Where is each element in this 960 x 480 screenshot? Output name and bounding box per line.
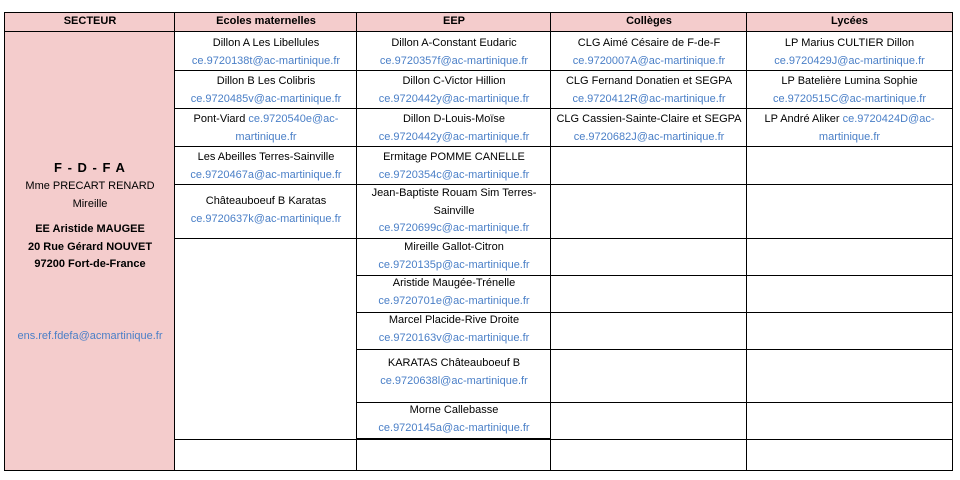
row-divider	[175, 439, 356, 440]
maternelle-email-link[interactable]: ce.9720485v@ac-martinique.fr	[190, 92, 342, 105]
college-name: CLG Fernand Donatien et SEGPA	[565, 75, 733, 87]
maternelle-name: Châteauboeuf B Karatas	[205, 195, 327, 207]
eep-name: Dillon D-Louis-Moïse	[402, 113, 506, 125]
college-name: CLG Cassien-Sainte-Claire et SEGPA	[556, 113, 742, 125]
eep-name-line2: Sainville	[433, 204, 475, 217]
eep-name: Mireille Gallot-Citron	[404, 241, 504, 253]
row-divider	[357, 275, 550, 276]
eep-cell	[357, 108, 551, 146]
row-divider	[551, 312, 952, 313]
header-secteur: SECTEUR	[5, 13, 175, 32]
maternelle-email-link[interactable]: ce.9720540e@ac-	[248, 113, 339, 125]
eep-name: Aristide Maugée-Trénelle	[392, 277, 516, 289]
eep-cell	[357, 402, 551, 439]
eep-email-link[interactable]: ce.9720354c@ac-martinique.fr	[378, 168, 530, 181]
eep-cell	[357, 349, 551, 402]
header-eep: EEP	[357, 13, 551, 32]
row-divider	[175, 108, 356, 109]
maternelle-email-link[interactable]: ce.9720467a@ac-martinique.fr	[190, 168, 342, 181]
lycee-email-link[interactable]: ce.9720424D@ac-	[842, 113, 935, 125]
lycee-cell	[747, 70, 952, 108]
secteur-school-line1: EE Aristide MAUGEE	[35, 223, 145, 235]
eep-email-link[interactable]: ce.9720701e@ac-martinique.fr	[378, 294, 530, 307]
row-divider	[357, 349, 550, 350]
row-divider	[175, 70, 356, 71]
eep-name: KARATAS Châteauboeuf B	[387, 357, 521, 369]
table-border-right	[952, 12, 953, 471]
college-cell	[551, 32, 747, 70]
row-divider	[551, 439, 952, 440]
lycee-name: LP André Aliker	[764, 113, 840, 125]
row-divider	[551, 108, 952, 109]
secteur-cell	[5, 32, 175, 471]
row-divider	[357, 70, 550, 71]
row-divider	[175, 238, 356, 239]
row-divider	[357, 238, 550, 239]
secteur-email-link[interactable]: ens.ref.fdefa@acmartinique.fr	[17, 330, 163, 342]
col-divider	[174, 12, 175, 471]
eep-email-link[interactable]: ce.9720135p@ac-martinique.fr	[378, 258, 530, 271]
maternelle-cell	[175, 108, 357, 146]
lycee-email-link-continued[interactable]: martinique.fr	[818, 130, 881, 143]
maternelle-name: Dillon A Les Libellules	[212, 37, 320, 49]
table-border-top	[5, 12, 952, 13]
lycee-email-link[interactable]: ce.9720515C@ac-martinique.fr	[772, 92, 927, 105]
table-border-bottom	[4, 470, 953, 471]
eep-name: Ermitage POMME CANELLE	[383, 151, 525, 163]
row-divider	[551, 184, 952, 185]
row-divider	[175, 184, 356, 185]
lycee-email-link[interactable]: ce.9720429J@ac-martinique.fr	[774, 54, 925, 67]
eep-cell	[357, 275, 551, 312]
eep-name: Dillon C-Victor Hillion	[402, 75, 506, 87]
maternelle-email-link[interactable]: ce.9720138t@ac-martinique.fr	[191, 54, 341, 67]
row-divider	[551, 146, 952, 147]
maternelle-cell	[175, 146, 357, 184]
college-email-link[interactable]: ce.9720007A@ac-martinique.fr	[572, 54, 726, 67]
eep-name: Dillon A-Constant Eudaric	[391, 37, 517, 49]
row-divider	[357, 146, 550, 147]
maternelle-cell	[175, 184, 357, 238]
eep-email-link[interactable]: ce.9720699c@ac-martinique.fr	[378, 222, 530, 234]
secteur-contact-line2: Mireille	[72, 197, 108, 210]
eep-cell	[357, 312, 551, 349]
row-divider	[551, 238, 952, 239]
eep-cell	[357, 146, 551, 184]
eep-email-link[interactable]: ce.9720357f@ac-martinique.fr	[379, 54, 529, 67]
maternelle-email-link-continued[interactable]: martinique.fr	[235, 130, 297, 143]
maternelle-cell	[175, 32, 357, 70]
row-divider	[357, 108, 550, 109]
eep-cell	[357, 238, 551, 275]
college-email-link[interactable]: ce.9720682J@ac-martinique.fr	[573, 130, 725, 143]
maternelle-cell	[175, 70, 357, 108]
row-divider	[357, 312, 550, 313]
lycee-cell	[747, 108, 952, 146]
maternelle-name: Dillon B Les Colibris	[216, 75, 316, 87]
lycee-name: LP Marius CULTIER Dillon	[784, 37, 915, 49]
college-cell	[551, 70, 747, 108]
row-divider	[551, 70, 952, 71]
eep-cell	[357, 184, 551, 238]
eep-email-link[interactable]: ce.9720442y@ac-martinique.fr	[378, 92, 530, 105]
maternelle-name: Les Abeilles Terres-Sainville	[197, 151, 335, 163]
eep-name: Morne Callebasse	[409, 404, 499, 416]
header-lycees: Lycées	[747, 13, 952, 32]
college-cell	[551, 108, 747, 146]
college-name: CLG Aimé Césaire de F-de-F	[577, 37, 721, 49]
row-divider	[551, 402, 952, 403]
college-email-link[interactable]: ce.9720412R@ac-martinique.fr	[572, 92, 726, 105]
eep-email-link[interactable]: ce.9720163v@ac-martinique.fr	[378, 331, 530, 344]
header-divider	[5, 31, 952, 32]
row-divider	[357, 402, 550, 403]
secteur-name: F - D - F A	[54, 160, 126, 175]
table-border-left	[4, 12, 5, 471]
lycee-cell	[747, 32, 952, 70]
eep-name-line1: Jean-Baptiste Rouam Sim Terres-	[371, 187, 537, 199]
eep-email-link[interactable]: ce.9720442y@ac-martinique.fr	[378, 130, 530, 143]
row-divider-thick	[357, 438, 550, 440]
row-divider	[551, 349, 952, 350]
maternelle-name: Pont-Viard	[193, 113, 246, 125]
maternelle-email-link[interactable]: ce.9720637k@ac-martinique.fr	[190, 212, 342, 225]
secteur-school-line2: 20 Rue Gérard NOUVET	[27, 240, 153, 253]
secteur-contact-line1: Mme PRECART RENARD	[25, 180, 155, 192]
header-maternelles: Ecoles maternelles	[175, 13, 357, 32]
row-divider	[175, 146, 356, 147]
eep-email-link[interactable]: ce.9720145a@ac-martinique.fr	[378, 421, 530, 434]
row-divider	[357, 184, 550, 185]
eep-cell	[357, 32, 551, 70]
eep-cell	[357, 70, 551, 108]
row-divider	[551, 275, 952, 276]
eep-name: Marcel Placide-Rive Droite	[388, 314, 520, 326]
secteur-school-line3: 97200 Fort-de-France	[34, 258, 146, 270]
lycee-name: LP Batelière Lumina Sophie	[781, 75, 918, 87]
header-colleges: Collèges	[551, 13, 747, 32]
eep-email-link[interactable]: ce.9720638l@ac-martinique.fr	[380, 374, 528, 387]
